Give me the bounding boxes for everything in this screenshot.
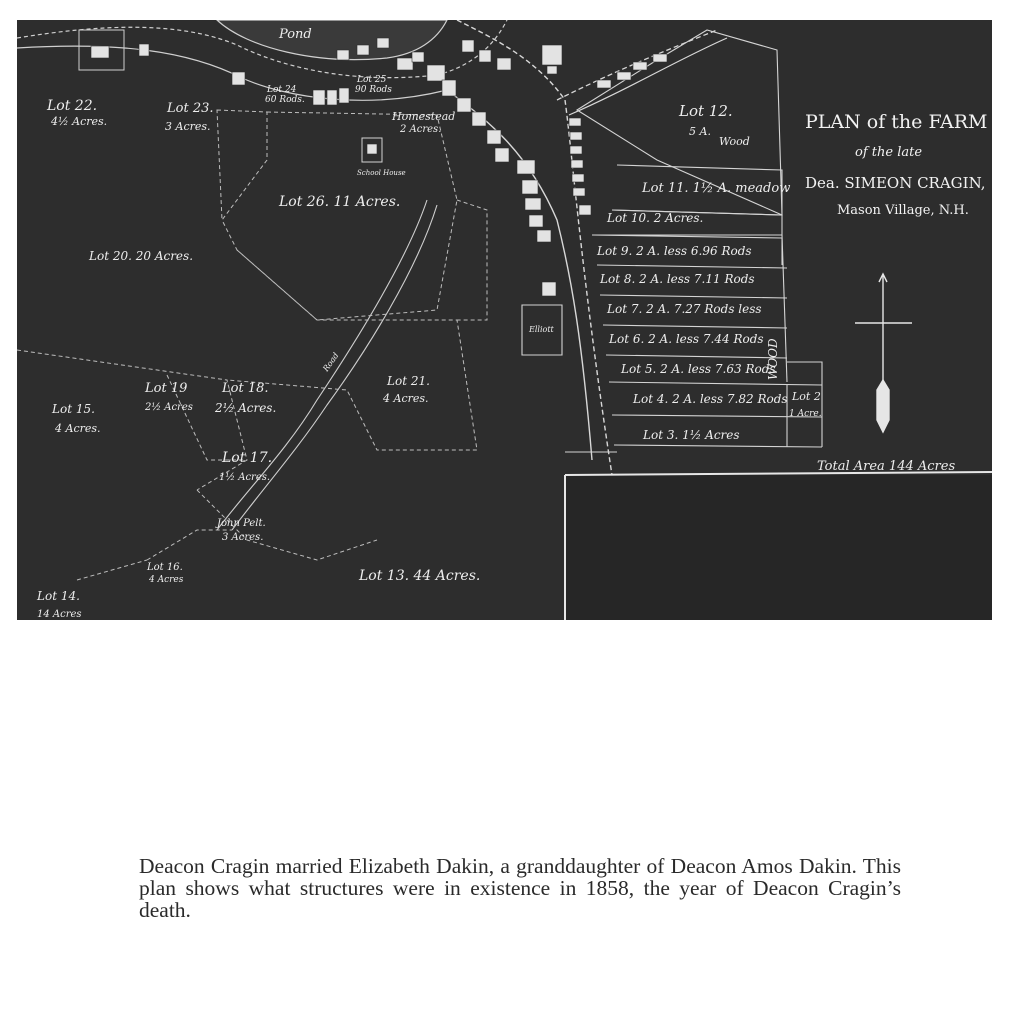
map-title-line1: PLAN of the FARM [805, 111, 988, 133]
lot-label: School House [357, 169, 406, 177]
lot-label: Lot 24 [267, 85, 297, 95]
lot-label: WOOD [766, 338, 780, 380]
figure-caption: Deacon Cragin married Elizabeth Dakin, a granddaughter of Deacon Amos Dakin. This plan shows what structures were in existence in 1858, the year of Deacon Cragin’s death. [139, 854, 901, 922]
lot-label: 1½ Acres. [219, 472, 271, 483]
lot-label: Lot 12. [679, 102, 733, 120]
lot-label: Homestead [392, 110, 456, 123]
lot-label: Lot 3. 1½ Acres [643, 428, 740, 442]
lot-label: Lot 2 [792, 390, 821, 403]
lot-label: Lot 6. 2 A. less 7.44 Rods [609, 332, 764, 346]
lot-label: 4½ Acres. [51, 115, 108, 128]
lot-label: 3 Acres. [222, 532, 264, 543]
lot-label: 60 Rods. [265, 95, 305, 105]
lot-label: Lot 17. [222, 450, 273, 466]
lot-label: 4 Acres. [55, 422, 101, 435]
lot-label: Lot 13. 44 Acres. [359, 568, 481, 584]
pond-label: Pond [279, 27, 312, 42]
lot-label: Lot 7. 2 A. 7.27 Rods less [607, 302, 762, 316]
lot-label: 2½ Acres [145, 402, 193, 413]
lot-label: Lot 5. 2 A. less 7.63 Rods [621, 362, 776, 376]
map-title-line4: Mason Village, N.H. [837, 203, 969, 218]
map-title-line3: Dea. SIMEON CRAGIN, [805, 174, 986, 192]
lot-label: Lot 11. 1½ A. meadow [642, 181, 791, 196]
lot-label: Wood [719, 135, 750, 148]
lot-label: 4 Acres. [383, 392, 429, 405]
lot-label: Lot 10. 2 Acres. [607, 211, 704, 225]
lot-label: Lot 23. [167, 101, 214, 116]
lot-label: 5 A. [689, 125, 711, 138]
lot-label: Lot 20. 20 Acres. [89, 249, 194, 263]
lot-label: 14 Acres [37, 609, 82, 620]
lot-label: Elliott [529, 325, 554, 334]
lot-label: Lot 16. [147, 562, 183, 573]
lot-label: 90 Rods [355, 85, 392, 95]
map-title-line2: of the late [855, 145, 923, 160]
lot-label: Lot 15. [52, 402, 95, 416]
lot-label: Lot 25 [357, 75, 387, 85]
lot-label: 1 Acre. [789, 409, 822, 419]
lot-label: Lot 26. 11 Acres. [279, 194, 401, 210]
map-lower-right-block [565, 475, 992, 620]
lot-label: John Pelt. [217, 518, 266, 529]
lot-label: 2½ Acres. [215, 401, 277, 415]
lot-label: Road [321, 351, 341, 374]
lot-label: Lot 22. [47, 98, 98, 114]
lot-label: Lot 14. [37, 589, 80, 603]
lot-label: Lot 8. 2 A. less 7.11 Rods [600, 272, 755, 286]
total-area-label: Total Area 144 Acres [817, 459, 956, 474]
lot-label: Lot 21. [387, 374, 430, 388]
lot-label: 2 Acres. [400, 124, 442, 135]
lot-label: Lot 4. 2 A. less 7.82 Rods [633, 392, 788, 406]
lot-label: Lot 9. 2 A. less 6.96 Rods [597, 244, 752, 258]
lot-label: Lot 19 [145, 381, 188, 396]
farm-plan-map [17, 20, 992, 620]
lot-label: Lot 18. [222, 381, 269, 396]
lot-label: 3 Acres. [165, 120, 211, 133]
lot-label: 4 Acres [149, 575, 184, 585]
